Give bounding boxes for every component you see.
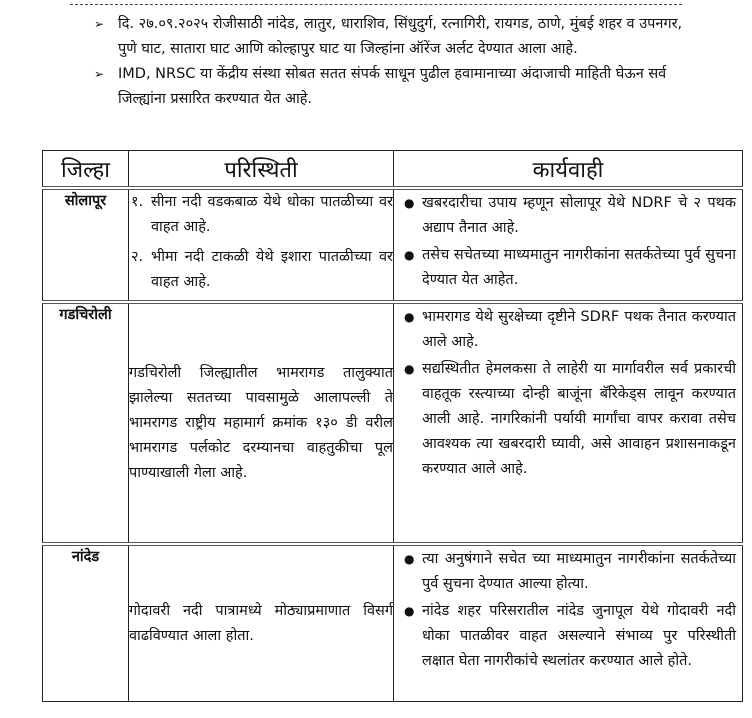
bullet-dot-icon: ● [404, 196, 415, 210]
situation-cell [129, 302, 394, 544]
header-district: जिल्हा [43, 151, 129, 189]
bullet-dot-icon: ● [404, 362, 415, 376]
bullet-dot-icon: ● [404, 310, 415, 324]
situation-cell [129, 544, 394, 702]
situation-text: गोदावरी नदी पात्रामध्ये मोठ्याप्रमाणात विसर्ग वाढविण्यात आला होता. [129, 602, 393, 644]
bullet-dot-icon: ● [404, 248, 415, 262]
situation-text: गडचिरोली जिल्ह्यातील भामरागड तालुक्यात झालेल्या सततच्या पावसामुळे आलापल्ली ते भामरागड राष्ट्रीय महामार्ग क्रमांक १३० डी वरील भामरागड पर्लकोट दरम्यानचा वाहतुकीचा पूल पाण्याखाली गेला आहे. [129, 364, 393, 481]
table-header-row [43, 151, 743, 189]
action-cell [394, 302, 743, 544]
situation-item [129, 190, 393, 240]
action-text: तसेच सचेतच्या माध्यमातुन नागरीकांना सतर्कतेच्या पुर्व सुचना देण्यात येत आहेत. [422, 247, 736, 288]
header-action: कार्यवाही [394, 151, 743, 189]
action-item [400, 599, 736, 674]
action-text: भामरागड येथे सुरक्षेच्या दृष्टीने SDRF पथक तैनात करण्यात आले आहे. [422, 309, 736, 350]
bullet-item [92, 62, 692, 112]
situation-cell [129, 188, 394, 302]
action-text: सद्यस्थितीत हेमलकसा ते लाहेरी या मार्गावरील सर्व प्रकारची वाहतूक रस्त्याच्या दोन्ही बाजूंना बॅरिकेड्स लावून करण्यात आली आहे. नागरिकांनी पर्यायी मार्गांचा वापर करावा तसेच आवश्यक त्या खबरदारी घ्यावी, असे आवाहन प्रशासनाकडून करण्यात आले आहे. [422, 361, 736, 477]
district-name: सोलापूर [43, 188, 129, 302]
bullet-text: IMD, NRSC या केंद्रीय संस्था सोबत सतत संपर्क साधून पुढील हवामानाच्या अंदाजाची माहिती घेऊन सर्व जिल्ह्यांना प्रसारित करण्यात येत आहे. [118, 66, 667, 107]
bullet-dot-icon: ● [404, 552, 415, 566]
item-number: १. [131, 194, 144, 210]
action-cell [394, 188, 743, 302]
action-item [400, 547, 736, 597]
action-text: नांदेड शहर परिसरातील नांदेड जुनापूल येथे गोदावरी नदी धोका पातळीवर वाहत असल्याने संभाव्य पुर परिस्थीती लक्षात घेता नागरीकांचे स्थलांतर करण्यात आले होते. [422, 603, 736, 669]
top-dashed-rule [70, 4, 682, 5]
header-situation: परिस्थिती [129, 151, 394, 189]
action-item [400, 191, 736, 241]
situation-text: सीना नदी वडकबाळ येथे धोका पातळीच्या वर वाहत आहे. [151, 194, 393, 235]
action-item [400, 305, 736, 355]
table-row [43, 302, 743, 544]
notice-bullets [92, 12, 692, 112]
arrow-bullet-icon: ➢ [94, 17, 105, 31]
action-cell [394, 544, 743, 702]
bullet-text: दि. २७.०९.२०२५ रोजीसाठी नांदेड, लातुर, धाराशिव, सिंधुदुर्ग, रत्नागिरी, रायगड, ठाणे, मुंबई शहर व उपनगर, पुणे घाट, सातारा घाट आणि कोल्हापुर घाट या जिल्हांना ऑरेंज अर्लट देण्यात आला आहे. [118, 16, 683, 57]
item-number: २. [131, 249, 144, 265]
district-status-table [42, 150, 743, 702]
district-name: गडचिरोली [43, 302, 129, 544]
district-name: नांदेड [43, 544, 129, 702]
bullet-dot-icon: ● [404, 604, 415, 618]
bullet-item [92, 12, 692, 62]
table-row [43, 544, 743, 702]
action-item [400, 357, 736, 482]
arrow-bullet-icon: ➢ [94, 67, 105, 81]
situation-item [129, 245, 393, 295]
action-text: खबरदारीचा उपाय म्हणून सोलापूर येथे NDRF चे २ पथक अद्याप तैनात आहे. [422, 195, 736, 236]
situation-text: भीमा नदी टाकळी येथे इशारा पातळीच्या वर वाहत आहे. [151, 249, 393, 290]
table-row [43, 188, 743, 302]
action-item [400, 243, 736, 293]
action-text: त्या अनुषंगाने सचेत च्या माध्यमातुन नागरीकांना सतर्कतेच्या पुर्व सुचना देण्यात आल्या होत्या. [422, 551, 736, 592]
